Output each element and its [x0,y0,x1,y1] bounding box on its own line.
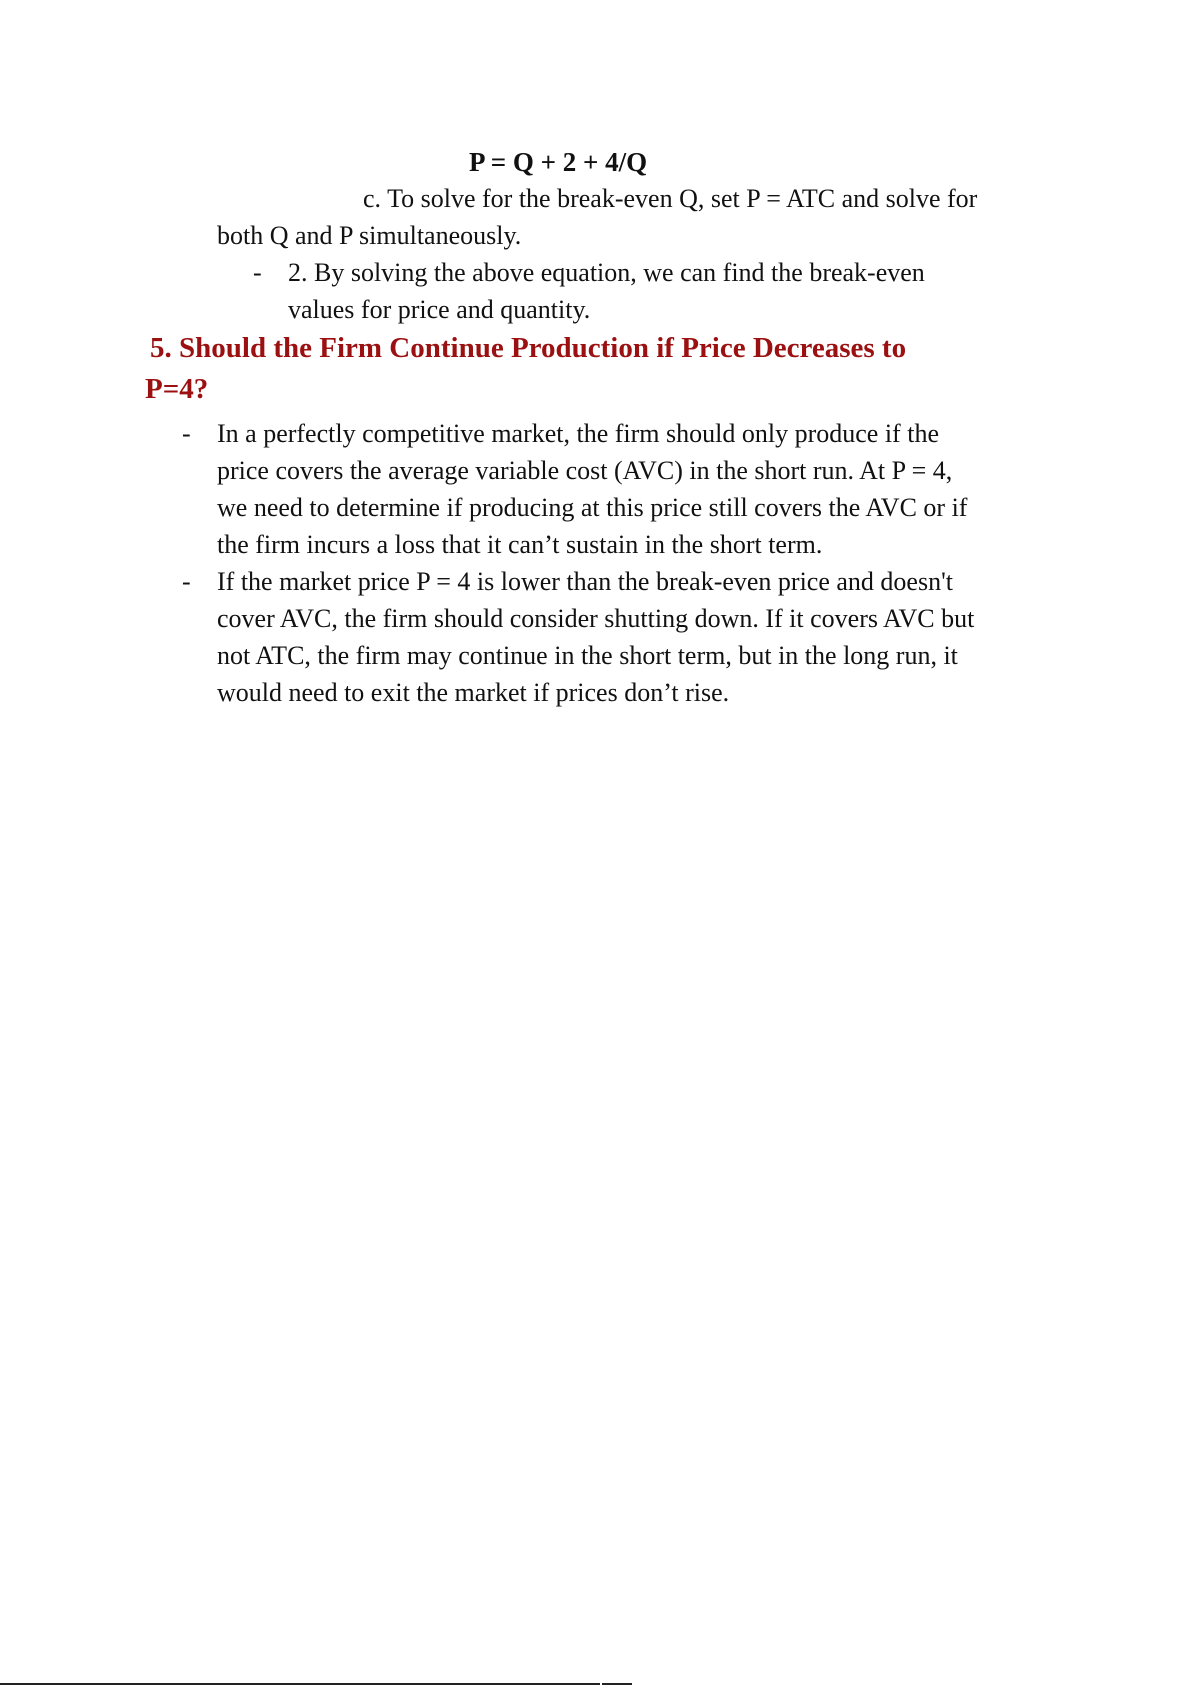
bullet-1-line-3: we need to determine if producing at this price still covers the AVC or if [217,493,968,522]
bullet-1-line-4: the firm incurs a loss that it can’t sustain in the short term. [217,530,823,559]
section-5-heading-line-2: P=4? [145,373,209,405]
bullet-2-line-1: If the market price P = 4 is lower than the break-even price and doesn't [217,567,953,596]
bullet-1-line-2: price covers the average variable cost (AVC) in the short run. At P = 4, [217,456,953,485]
bullet-2-line-2: cover AVC, the firm should consider shutting down. If it covers AVC but [217,604,975,633]
step-2-line-2: values for price and quantity. [288,295,591,324]
bullet-2-line-4: would need to exit the market if prices don’t rise. [217,678,730,707]
step-c-line-1: c. To solve for the break-even Q, set P = ATC and solve for [363,184,978,213]
section-5-heading-line-1: 5. Should the Firm Continue Production if Price Decreases to [150,332,907,364]
step-2-dash: - [253,258,262,287]
bullet-1-line-1: In a perfectly competitive market, the firm should only produce if the [217,419,939,448]
bullet-dash: - [182,419,191,448]
bullet-dash: - [182,567,191,596]
step-c-line-2: both Q and P simultaneously. [217,221,522,250]
break-even-formula: P = Q + 2 + 4/Q [469,147,648,177]
bullet-2-line-3: not ATC, the firm may continue in the short term, but in the long run, it [217,641,958,670]
step-2-line-1: 2. By solving the above equation, we can find the break-even [288,258,925,287]
